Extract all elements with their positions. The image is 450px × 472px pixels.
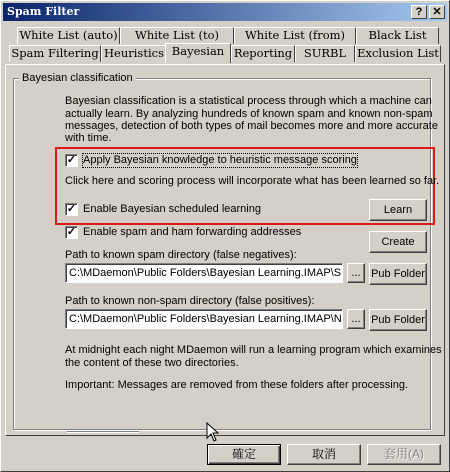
tab-bayesian[interactable]: Bayesian xyxy=(165,43,231,63)
nonspam-dir-label: Path to known non-spam directory (false positives): xyxy=(65,295,315,307)
create-button[interactable]: Create xyxy=(369,231,427,253)
window-title: Spam Filter xyxy=(7,5,80,18)
apply-bayesian-checkbox[interactable]: ✓ xyxy=(66,154,77,166)
apply-bayesian-label[interactable]: Apply Bayesian knowledge to heuristic message scoring xyxy=(83,154,357,166)
spam-pub-folder-button[interactable]: Pub Folder xyxy=(369,263,427,285)
description-line-2: actually learn. By analyzing hundreds of known spam and known non-spam xyxy=(65,108,433,120)
cancel-button[interactable]: 取消 xyxy=(287,444,361,465)
tab-black-list[interactable]: Black List xyxy=(356,27,439,44)
forwarding-label[interactable]: Enable spam and ham forwarding addresses xyxy=(83,226,302,238)
ok-button[interactable]: 確定 xyxy=(207,444,281,465)
nonspam-dir-browse-button[interactable]: ... xyxy=(347,309,365,329)
apply-button[interactable]: 套用(A) xyxy=(367,444,441,465)
scheduled-learning-label[interactable]: Enable Bayesian scheduled learning xyxy=(83,203,261,215)
nonspam-dir-input[interactable]: C:\MDaemon\Public Folders\Bayesian Learning.IMAP\N xyxy=(65,309,343,329)
close-icon[interactable]: ✕ xyxy=(429,5,445,19)
description-line-4: with time. xyxy=(65,132,112,144)
title-bar[interactable] xyxy=(3,3,447,21)
spam-dir-input[interactable]: C:\MDaemon\Public Folders\Bayesian Learning.IMAP\S xyxy=(65,263,343,283)
help-button[interactable]: ? xyxy=(411,5,427,19)
spam-dir-label: Path to known spam directory (false negatives): xyxy=(65,249,297,261)
tab-exclusion-list[interactable]: Exclusion List xyxy=(355,45,441,62)
tab-heuristics[interactable]: Heuristics xyxy=(101,45,167,62)
divider xyxy=(67,431,139,433)
nonspam-pub-folder-button[interactable]: Pub Folder xyxy=(369,309,427,331)
description-line-1: Bayesian classification is a statistical process through which a machine can xyxy=(65,95,432,107)
info-line-1: At midnight each night MDaemon will run a learning program which examines xyxy=(65,344,442,356)
group-label: Bayesian classification xyxy=(19,72,136,84)
spam-dir-browse-button[interactable]: ... xyxy=(347,263,365,283)
learn-button[interactable]: Learn xyxy=(369,199,427,221)
tab-white-list-auto[interactable]: White List (auto) xyxy=(17,27,120,44)
tab-surbl[interactable]: SURBL xyxy=(295,45,355,62)
forwarding-checkbox[interactable]: ✓ xyxy=(66,226,77,238)
important-text: Important: Messages are removed from these folders after processing. xyxy=(65,379,408,391)
tab-reporting[interactable]: Reporting xyxy=(231,45,295,62)
mouse-pointer-icon xyxy=(206,422,220,442)
description-line-3: messages, detection of both types of mail becomes more and more accurate xyxy=(65,120,438,132)
scheduled-learning-checkbox[interactable]: ✓ xyxy=(66,203,77,215)
info-line-2: the content of these two directories. xyxy=(65,357,239,369)
tab-white-list-from[interactable]: White List (from) xyxy=(234,27,356,44)
tab-white-list-to[interactable]: White List (to) xyxy=(120,27,234,44)
tab-spam-filtering[interactable]: Spam Filtering xyxy=(9,45,101,62)
apply-hint-text: Click here and scoring process will incorporate what has been learned so far. xyxy=(65,175,440,187)
